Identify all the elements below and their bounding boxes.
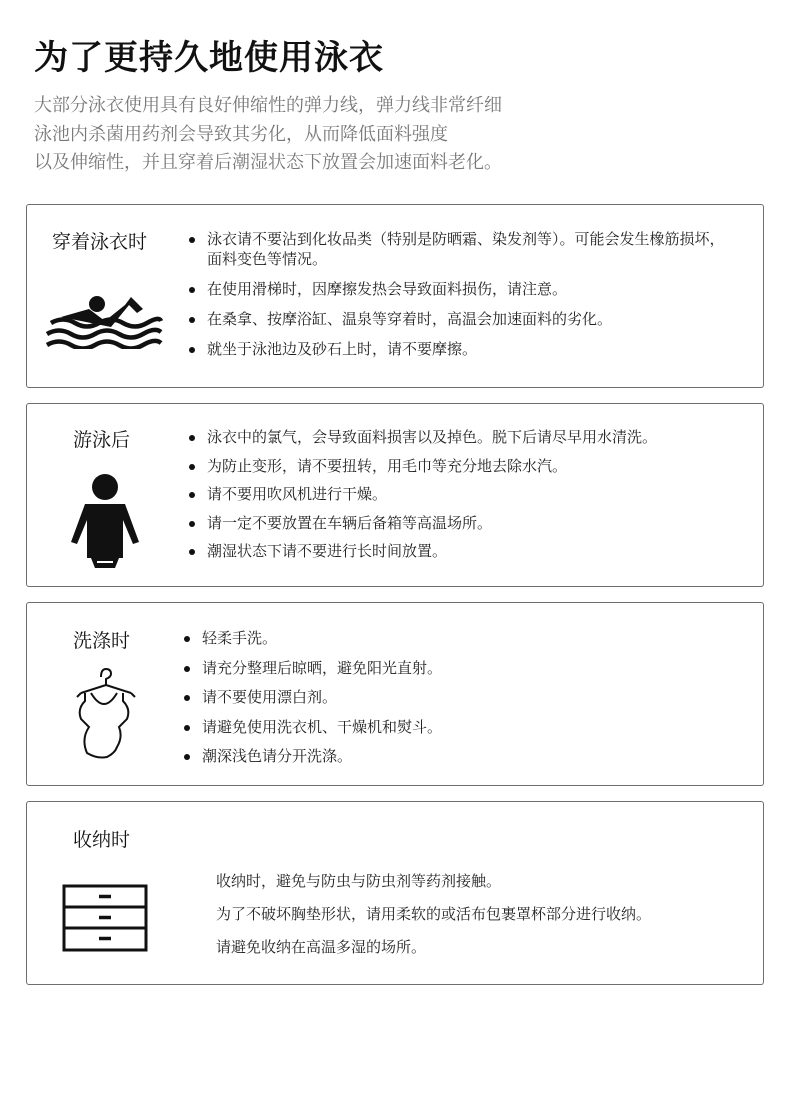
bullet-list xyxy=(184,628,744,766)
page-title: 为了更持久地使用泳衣 xyxy=(34,38,384,78)
list-item: 潮深浅色请分开洗涤。 xyxy=(184,746,744,766)
list-item: 潮湿状态下请不要进行长时间放置。 xyxy=(189,541,749,561)
section-wearing xyxy=(26,204,764,388)
list-item: 泳衣请不要沾到化妆品类（特别是防晒霜、染发剂等）。可能会发生橡筋损坏，面料变色等情况。 xyxy=(189,229,729,269)
swimmer-icon xyxy=(45,287,163,353)
bullet-list xyxy=(189,229,729,359)
section-title: 洗涤时 xyxy=(73,630,131,652)
person-icon xyxy=(69,470,141,574)
list-item: 请充分整理后晾晒，避免阳光直射。 xyxy=(184,658,744,678)
list-item: 就坐于泳池边及砂石上时，请不要摩擦。 xyxy=(189,339,729,359)
section-title: 游泳后 xyxy=(73,429,131,451)
list-item: 在使用滑梯时，因摩擦发热会导致面料损伤，请注意。 xyxy=(189,279,729,299)
list-item: 请不要用吹风机进行干燥。 xyxy=(189,484,749,504)
list-item: 请避免使用洗衣机、干燥机和熨斗。 xyxy=(184,717,744,737)
intro-paragraph xyxy=(34,92,734,178)
list-item: 为防止变形，请不要扭转，用毛巾等充分地去除水汽。 xyxy=(189,456,749,476)
bullet-list xyxy=(189,427,749,561)
swimsuit-hanger-icon xyxy=(71,667,137,767)
section-washing xyxy=(26,602,764,786)
list-item: 泳衣中的氯气，会导致面料损害以及掉色。脱下后请尽早用水清洗。 xyxy=(189,427,749,447)
note-line: 请避免收纳在高温多湿的场所。 xyxy=(216,938,427,956)
note-line: 收纳时，避免与防虫与防虫剂等药剂接触。 xyxy=(216,872,502,890)
note-line: 为了不破坏胸垫形状，请用柔软的或活布包裹罩杯部分进行收纳。 xyxy=(216,905,652,923)
section-title: 收纳时 xyxy=(73,829,131,851)
section-title: 穿着泳衣时 xyxy=(52,231,148,253)
storage-notes xyxy=(216,871,651,957)
list-item: 请一定不要放置在车辆后备箱等高温场所。 xyxy=(189,513,749,533)
section-storage xyxy=(26,801,764,985)
intro-line: 以及伸缩性，并且穿着后潮湿状态下放置会加速面料老化。 xyxy=(34,152,502,173)
list-item: 请不要使用漂白剂。 xyxy=(184,687,744,707)
list-item: 轻柔手洗。 xyxy=(184,628,744,648)
list-item: 在桑拿、按摩浴缸、温泉等穿着时，高温会加速面料的劣化。 xyxy=(189,309,729,329)
intro-line: 泳池内杀菌用药剂会导致其劣化，从而降低面料强度 xyxy=(34,123,448,145)
drawer-cabinet-icon xyxy=(62,884,148,956)
intro-line: 大部分泳衣使用具有良好伸缩性的弹力线，弹力线非常纤细 xyxy=(34,95,502,116)
section-after-swimming xyxy=(26,403,764,587)
